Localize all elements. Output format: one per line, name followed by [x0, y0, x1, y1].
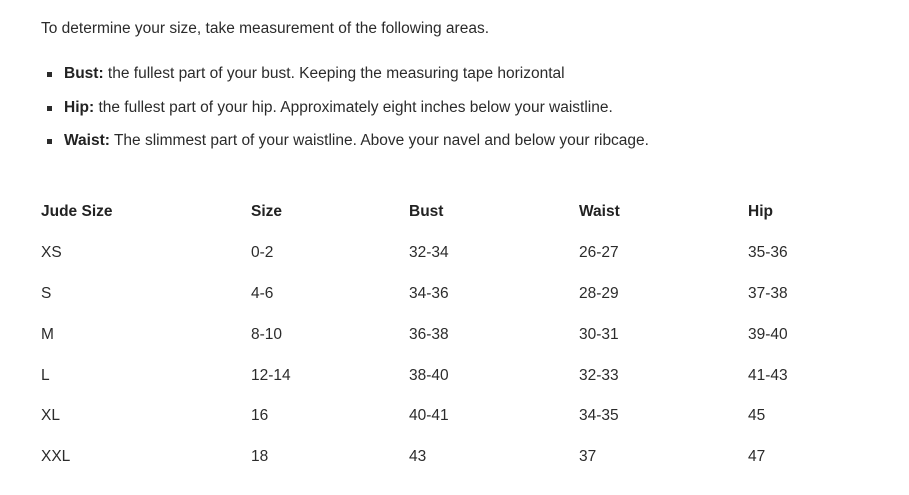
table-row [41, 314, 881, 355]
cell-waist: 32-33 [579, 366, 619, 384]
cell-hip: 41-43 [748, 366, 788, 384]
cell-bust: 34-36 [409, 284, 449, 302]
measurement-guide-list [41, 64, 649, 165]
cell-waist: 26-27 [579, 244, 619, 262]
table-header-row [41, 192, 881, 233]
bullet-text: the fullest part of your bust. Keeping the measuring tape horizontal [103, 65, 565, 82]
header-waist: Waist [579, 203, 620, 221]
cell-hip: 35-36 [748, 244, 788, 262]
header-jude-size: Jude Size [41, 203, 113, 221]
cell-hip: 39-40 [748, 325, 788, 343]
bullet-square-icon [47, 106, 52, 111]
size-chart-table [41, 192, 881, 478]
cell-jude-size: XXL [41, 448, 71, 466]
cell-hip: 45 [748, 407, 766, 425]
cell-waist: 34-35 [579, 407, 619, 425]
cell-bust: 36-38 [409, 325, 449, 343]
bullet-text: the fullest part of your hip. Approximately eight inches below your waistline. [94, 98, 613, 116]
table-row [41, 233, 881, 274]
cell-size: 4-6 [251, 284, 274, 302]
bullet-square-icon [47, 72, 52, 77]
table-row [41, 437, 881, 478]
cell-hip: 47 [748, 448, 766, 466]
cell-bust: 38-40 [409, 366, 449, 384]
cell-jude-size: M [41, 325, 54, 343]
cell-jude-size: L [41, 366, 50, 384]
bullet-hip [41, 98, 649, 118]
header-bust: Bust [409, 203, 444, 221]
table-row [41, 274, 881, 315]
bullet-square-icon [47, 139, 52, 144]
cell-size: 12-14 [251, 366, 291, 384]
table-row [41, 396, 881, 437]
cell-size: 16 [251, 407, 269, 425]
cell-waist: 37 [579, 448, 597, 466]
cell-size: 8-10 [251, 325, 283, 343]
cell-waist: 30-31 [579, 325, 619, 343]
header-size: Size [251, 203, 283, 221]
cell-bust: 32-34 [409, 244, 449, 262]
intro-text: To determine your size, take measurement of the following areas. [41, 20, 490, 37]
table-row [41, 355, 881, 396]
cell-bust: 40-41 [409, 407, 449, 425]
cell-size: 18 [251, 448, 269, 466]
bullet-term: Hip: [64, 98, 95, 116]
cell-waist: 28-29 [579, 284, 619, 302]
bullet-term: Bust: [64, 65, 104, 82]
cell-jude-size: XL [41, 407, 60, 425]
cell-jude-size: XS [41, 244, 62, 262]
header-hip: Hip [748, 203, 773, 221]
cell-size: 0-2 [251, 244, 274, 262]
bullet-text: The slimmest part of your waistline. Above your navel and below your ribcage. [109, 132, 649, 149]
cell-jude-size: S [41, 284, 52, 302]
bullet-term: Waist: [64, 132, 110, 149]
cell-bust: 43 [409, 448, 427, 466]
cell-hip: 37-38 [748, 284, 788, 302]
bullet-waist [41, 131, 649, 151]
bullet-bust [41, 64, 649, 84]
